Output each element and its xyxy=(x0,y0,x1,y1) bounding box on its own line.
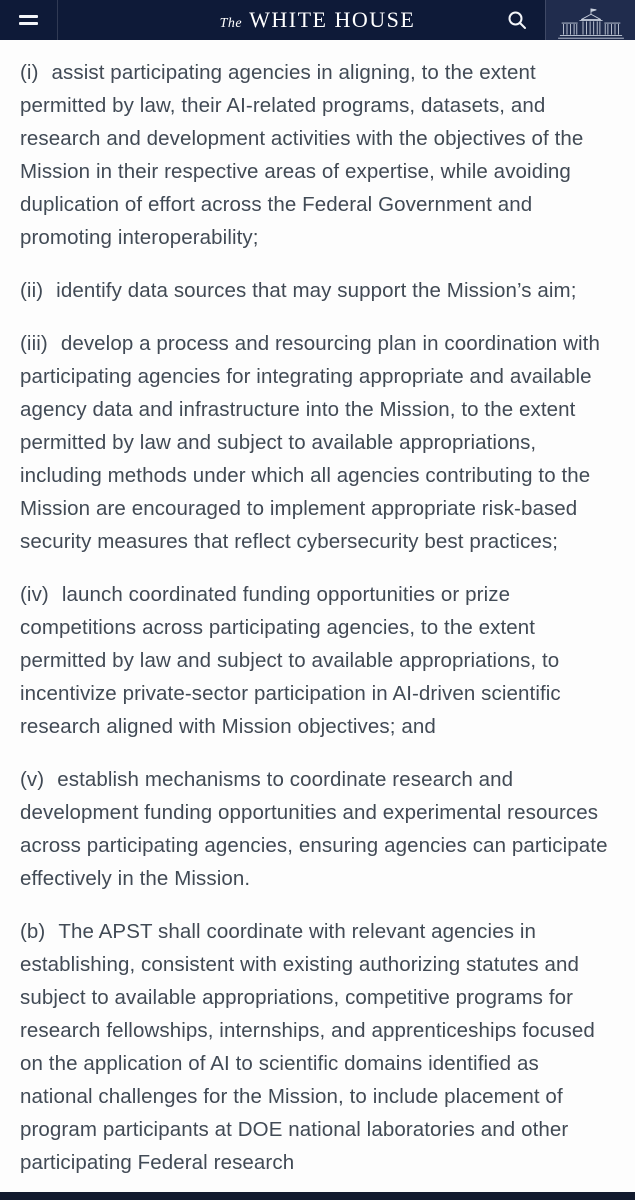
document-body xyxy=(0,40,635,1179)
menu-button[interactable] xyxy=(0,0,58,40)
paragraph-text: launch coordinated funding opportunities or prize competitions across participating agencies, to the extent permitted by law and subject to available appropriations, to incentivize private-sector participation in AI-driven scientific research aligned with Mission objectives; and xyxy=(20,583,561,738)
whitehouse-building-icon xyxy=(555,8,627,40)
list-marker: (iii) xyxy=(20,332,48,355)
paragraph-v xyxy=(20,763,617,895)
paragraph-text: establish mechanisms to coordinate research and development funding opportunities and experimental resources across participating agencies, ensuring agencies can participate effectively in the Mission. xyxy=(20,768,608,890)
paragraph-text: identify data sources that may support the Mission’s aim; xyxy=(56,279,577,302)
paragraph-iii xyxy=(20,327,617,558)
paragraph-b xyxy=(20,915,617,1179)
paragraph-text: develop a process and resourcing plan in coordination with participating agencies for integrating appropriate and available agency data and infrastructure into the Mission, to the extent permitted by law and subject to available appropriations, including methods under which all agencies contributing to the Mission are encouraged to implement appropriate risk-based security measures that reflect cybersecurity best practices; xyxy=(20,332,600,553)
paragraph-ii xyxy=(20,274,617,307)
whitehouse-logo-link[interactable] xyxy=(220,7,416,33)
list-marker: (b) xyxy=(20,920,46,943)
logo-title: WHITE HOUSE xyxy=(249,7,416,32)
paragraph-i xyxy=(20,56,617,254)
hamburger-icon xyxy=(19,15,38,18)
logo-the: The xyxy=(219,16,243,31)
paragraph-text: assist participating agencies in aligning, to the extent permitted by law, their AI-related programs, datasets, and research and development activities with the objectives of the Mission in their respective areas of expertise, while avoiding duplication of effort across the Federal Government and promoting interoperability; xyxy=(20,61,584,249)
site-header xyxy=(0,0,635,40)
list-marker: (i) xyxy=(20,61,39,84)
header-right xyxy=(489,0,635,40)
search-icon xyxy=(507,10,527,30)
search-button[interactable] xyxy=(489,0,545,40)
hamburger-icon xyxy=(19,22,38,25)
list-marker: (v) xyxy=(20,768,45,791)
paragraph-iv xyxy=(20,578,617,743)
list-marker: (iv) xyxy=(20,583,49,606)
next-section-edge xyxy=(0,1192,635,1200)
list-marker: (ii) xyxy=(20,279,44,302)
paragraph-text: The APST shall coordinate with relevant agencies in establishing, consistent with existing authorizing statutes and subject to available appropriations, competitive programs for research fellowships, internships, and apprenticeships focused on the application of AI to scientific domains identified as national challenges for the Mission, to include placement of program participants at DOE national laboratories and other participating Federal research xyxy=(20,920,595,1174)
whitehouse-seal-tile[interactable] xyxy=(545,0,635,40)
